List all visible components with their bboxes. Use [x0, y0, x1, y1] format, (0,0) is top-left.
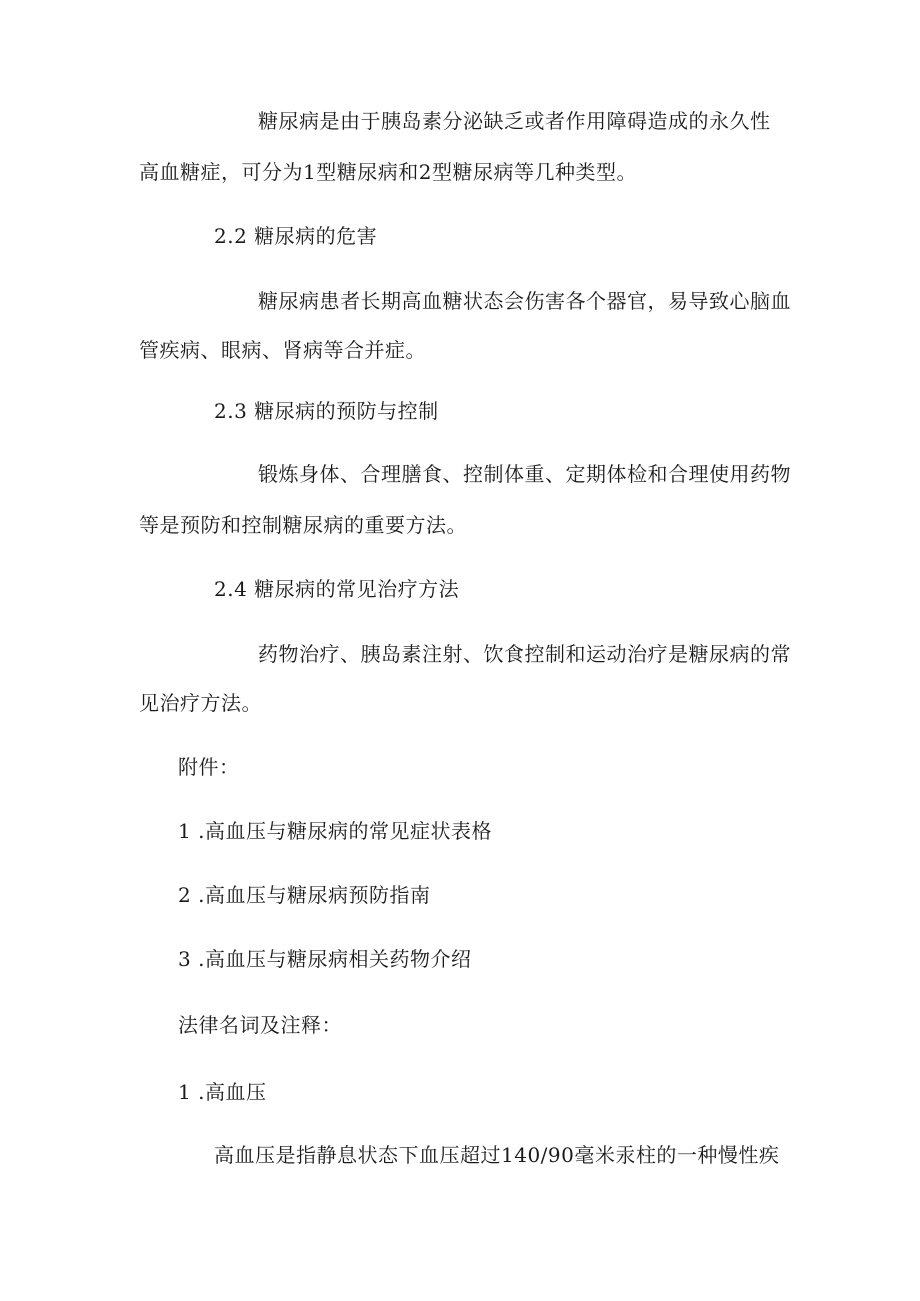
- section-2-2-heading: 2.2 糖尿病的危害: [214, 224, 378, 248]
- legal-terms-title: 法律名词及注释：: [178, 1013, 342, 1037]
- section-2-4-heading: 2.4 糖尿病的常见治疗方法: [214, 577, 460, 601]
- legal-term-1-heading: 1 .高血压: [178, 1080, 267, 1104]
- legal-term-1-text: 高血压是指静息状态下血压超过140/90毫米汞柱的一种慢性疾: [214, 1143, 780, 1167]
- attachments-title: 附件：: [178, 755, 240, 779]
- section-2-2-line1: 糖尿病患者长期高血糖状态会伤害各个器官，易导致心脑血: [258, 289, 791, 313]
- diabetes-definition-line2: 高血糖症，可分为1型糖尿病和2型糖尿病等几种类型。: [139, 160, 637, 184]
- section-2-4-line1: 药物治疗、胰岛素注射、饮食控制和运动治疗是糖尿病的常: [258, 642, 791, 666]
- section-2-4-line2: 见治疗方法。: [139, 691, 262, 715]
- attachment-item-3: 3 .高血压与糖尿病相关药物介绍: [178, 947, 472, 971]
- section-2-3-line2: 等是预防和控制糖尿病的重要方法。: [139, 513, 467, 537]
- diabetes-definition-line1: 糖尿病是由于胰岛素分泌缺乏或者作用障碍造成的永久性: [258, 109, 771, 133]
- attachment-item-1: 1 .高血压与糖尿病的常见症状表格: [178, 819, 492, 843]
- attachment-item-2: 2 .高血压与糖尿病预防指南: [178, 883, 431, 907]
- section-2-3-heading: 2.3 糖尿病的预防与控制: [214, 399, 439, 423]
- section-2-3-line1: 锻炼身体、合理膳食、控制体重、定期体检和合理使用药物: [258, 462, 791, 486]
- section-2-2-line2: 管疾病、眼病、肾病等合并症。: [139, 338, 426, 362]
